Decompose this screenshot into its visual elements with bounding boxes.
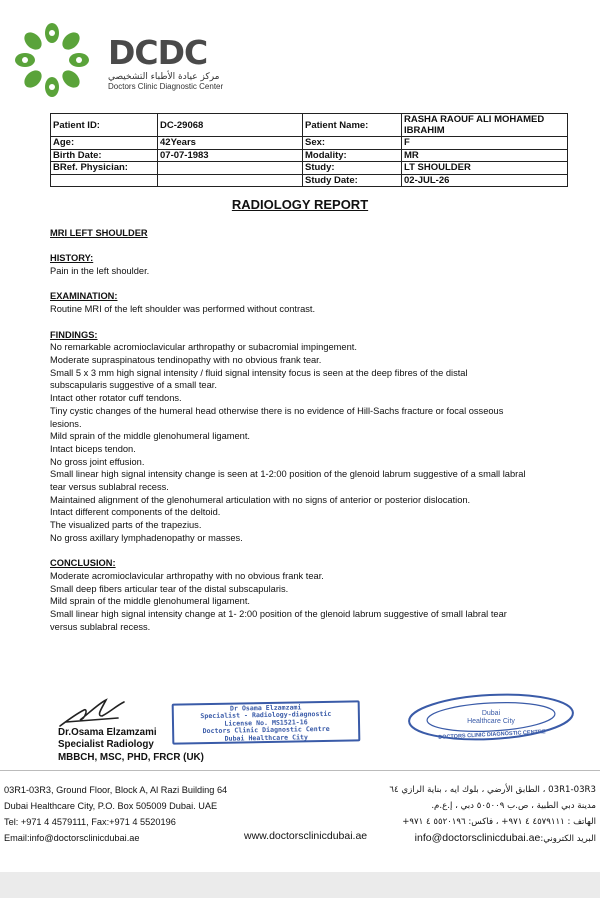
field-value bbox=[158, 162, 303, 175]
findings-line: Maintained alignment of the glenohumeral articulation with no signs of anterior or posterior dislocation. bbox=[50, 494, 471, 505]
dcdc-logo-icon bbox=[14, 22, 90, 98]
conclusion-line: Small linear high signal intensity change at 1- 2:00 position of the glenoid labrum suggestive of small labral tear bbox=[50, 609, 507, 620]
address-line: 03R1-03R3, Ground Floor, Block A, Al Razi Building 64 bbox=[4, 785, 228, 795]
field-label bbox=[51, 174, 158, 187]
address-line: Email:info@doctorsclinicdubai.ae bbox=[4, 833, 140, 843]
svg-text:Healthcare City: Healthcare City bbox=[467, 718, 515, 725]
findings-line: subscapularis suggestive of a small tear. bbox=[50, 380, 217, 391]
table-row bbox=[51, 162, 568, 175]
report-body bbox=[50, 227, 560, 646]
findings-line: tear versus sublabral recess. bbox=[50, 482, 169, 493]
conclusion-heading: CONCLUSION: bbox=[50, 558, 116, 569]
field-value: MR bbox=[402, 149, 568, 162]
doctor-name: Dr.Osama Elzamzami bbox=[58, 727, 157, 738]
stamp-line: Dubai Healthcare City bbox=[224, 732, 309, 743]
field-label: Sex: bbox=[303, 137, 402, 150]
findings-line: Intact other rotator cuff tendons. bbox=[50, 393, 182, 404]
footer-arabic-address bbox=[389, 782, 596, 847]
table-row bbox=[51, 174, 568, 187]
conclusion-line: Moderate acromioclavicular arthropathy with no obvious frank tear. bbox=[50, 570, 324, 581]
patient-info-table bbox=[50, 113, 568, 187]
footer-divider bbox=[0, 770, 600, 771]
signature-scribble-icon bbox=[58, 696, 128, 730]
findings-line: Intact different components of the deltoid. bbox=[50, 507, 221, 518]
findings-heading: FINDINGS: bbox=[50, 329, 98, 340]
doctor-stamp bbox=[172, 700, 361, 744]
history-section bbox=[50, 252, 560, 277]
findings-line: The visualized parts of the trapezius. bbox=[50, 520, 202, 531]
website-link[interactable]: www.doctorsclinicdubai.ae bbox=[244, 830, 368, 842]
conclusion-section bbox=[50, 557, 560, 633]
field-label: BRef. Physician: bbox=[51, 162, 158, 175]
stamp-line: Specialist - Radiology-diagnostic bbox=[200, 710, 332, 721]
field-value: RASHA RAOUF ALI MOHAMED IBRAHIM bbox=[402, 114, 568, 137]
field-label: Study Date: bbox=[303, 174, 402, 187]
brand-block bbox=[108, 33, 224, 91]
field-label: Study: bbox=[303, 162, 402, 175]
arabic-address-line: 03R1-03R3 ، الطابق الأرضي ، بلوك ايه ، بناية الرازي ٦٤ bbox=[389, 785, 596, 795]
field-value: 07-07-1983 bbox=[158, 149, 303, 162]
conclusion-line: Mild sprain of the middle glenohumeral ligament. bbox=[50, 596, 250, 607]
clinic-oval-stamp-icon bbox=[406, 692, 576, 742]
svg-text:Dubai: Dubai bbox=[481, 710, 501, 717]
address-line: Dubai Healthcare City, P.O. Box 505009 Dubai. UAE bbox=[4, 801, 218, 811]
stamp-line: Dr Osama Elzamzami bbox=[229, 703, 302, 713]
field-label: Patient ID: bbox=[51, 114, 158, 137]
arabic-address-line: مدينة دبي الطبية ، ص.ب ٥٠٥٠٠٩ دبي ، إ.ع.م. bbox=[431, 801, 596, 811]
arabic-address-line bbox=[389, 830, 596, 847]
findings-section bbox=[50, 329, 560, 545]
table-row bbox=[51, 114, 568, 137]
field-label: Patient Name: bbox=[303, 114, 402, 137]
findings-line: No remarkable acromioclavicular arthropathy or subacromial impingement. bbox=[50, 342, 357, 353]
study-heading: MRI LEFT SHOULDER bbox=[50, 228, 148, 238]
stamp-line: License No. MS1521-16 bbox=[224, 718, 308, 728]
arabic-address-line: الهاتف : ٤٥٧٩١١١ ٤ ٩٧١+ ، فاكس: ٥٥٢٠١٩٦ ٤ ٩٧١+ bbox=[402, 817, 596, 827]
footer-address bbox=[4, 782, 227, 846]
examination-heading: EXAMINATION: bbox=[50, 291, 118, 302]
findings-line: lesions. bbox=[50, 418, 82, 429]
examination-section bbox=[50, 290, 560, 315]
doctor-title: Specialist Radiology bbox=[58, 739, 154, 751]
field-label: Age: bbox=[51, 137, 158, 150]
report-title: RADIOLOGY REPORT bbox=[231, 197, 369, 212]
field-value: 02-JUL-26 bbox=[402, 174, 568, 187]
field-value: LT SHOULDER bbox=[402, 162, 568, 175]
doctor-degrees: MBBCH, MSC, PHD, FRCR (UK) bbox=[58, 751, 204, 763]
field-value bbox=[158, 174, 303, 187]
field-value: DC-29068 bbox=[158, 114, 303, 137]
svg-text:DOCTORS CLINIC DIAGNOSTIC CENT: DOCTORS CLINIC DIAGNOSTIC CENTRE bbox=[438, 729, 546, 741]
brand-arabic-name: مركز عيادة الأطباء التشخيصي bbox=[108, 72, 220, 82]
history-line: Pain in the left shoulder. bbox=[50, 266, 150, 277]
field-value: 42Years bbox=[158, 137, 303, 150]
findings-line: Small 5 x 3 mm high signal intensity / fluid signal intensity focus is seen at the deep fibres of the distal bbox=[50, 367, 468, 378]
stamp-line: Doctors Clinic Diagnostic Centre bbox=[202, 725, 330, 736]
findings-line: Small linear high signal intensity change is seen at 1-2:00 position of the glenoid labrum suggestive of a small labral bbox=[50, 469, 526, 480]
findings-line: Moderate supraspinatous tendinopathy with no obvious frank tear. bbox=[50, 354, 322, 365]
brand-name: DCDC bbox=[108, 33, 208, 72]
address-line: Tel: +971 4 4579111, Fax:+971 4 5520196 bbox=[4, 817, 176, 827]
field-value: F bbox=[402, 137, 568, 150]
table-row bbox=[51, 137, 568, 150]
conclusion-line: versus sublabral recess. bbox=[50, 621, 151, 632]
findings-line: Tiny cystic changes of the humeral head otherwise there is no evidence of Hill-Sachs fracture or focal osseous bbox=[50, 405, 504, 416]
field-label: Birth Date: bbox=[51, 149, 158, 162]
findings-line: No gross joint effusion. bbox=[50, 456, 145, 467]
field-label: Modality: bbox=[303, 149, 402, 162]
history-heading: HISTORY: bbox=[50, 253, 94, 264]
arabic-email-label: البريد الكتروني: bbox=[540, 834, 596, 844]
arabic-email-link[interactable]: info@doctorsclinicdubai.ae bbox=[414, 832, 541, 844]
examination-line: Routine MRI of the left shoulder was performed without contrast. bbox=[50, 304, 316, 315]
findings-line: No gross axillary lymphadenopathy or masses. bbox=[50, 532, 243, 543]
table-row bbox=[51, 149, 568, 162]
conclusion-line: Small deep fibers articular tear of the distal subscapularis. bbox=[50, 583, 289, 594]
findings-line: Intact biceps tendon. bbox=[50, 443, 136, 454]
findings-line: Mild sprain of the middle glenohumeral ligament. bbox=[50, 431, 250, 442]
brand-english-name: Doctors Clinic Diagnostic Center bbox=[108, 82, 224, 91]
